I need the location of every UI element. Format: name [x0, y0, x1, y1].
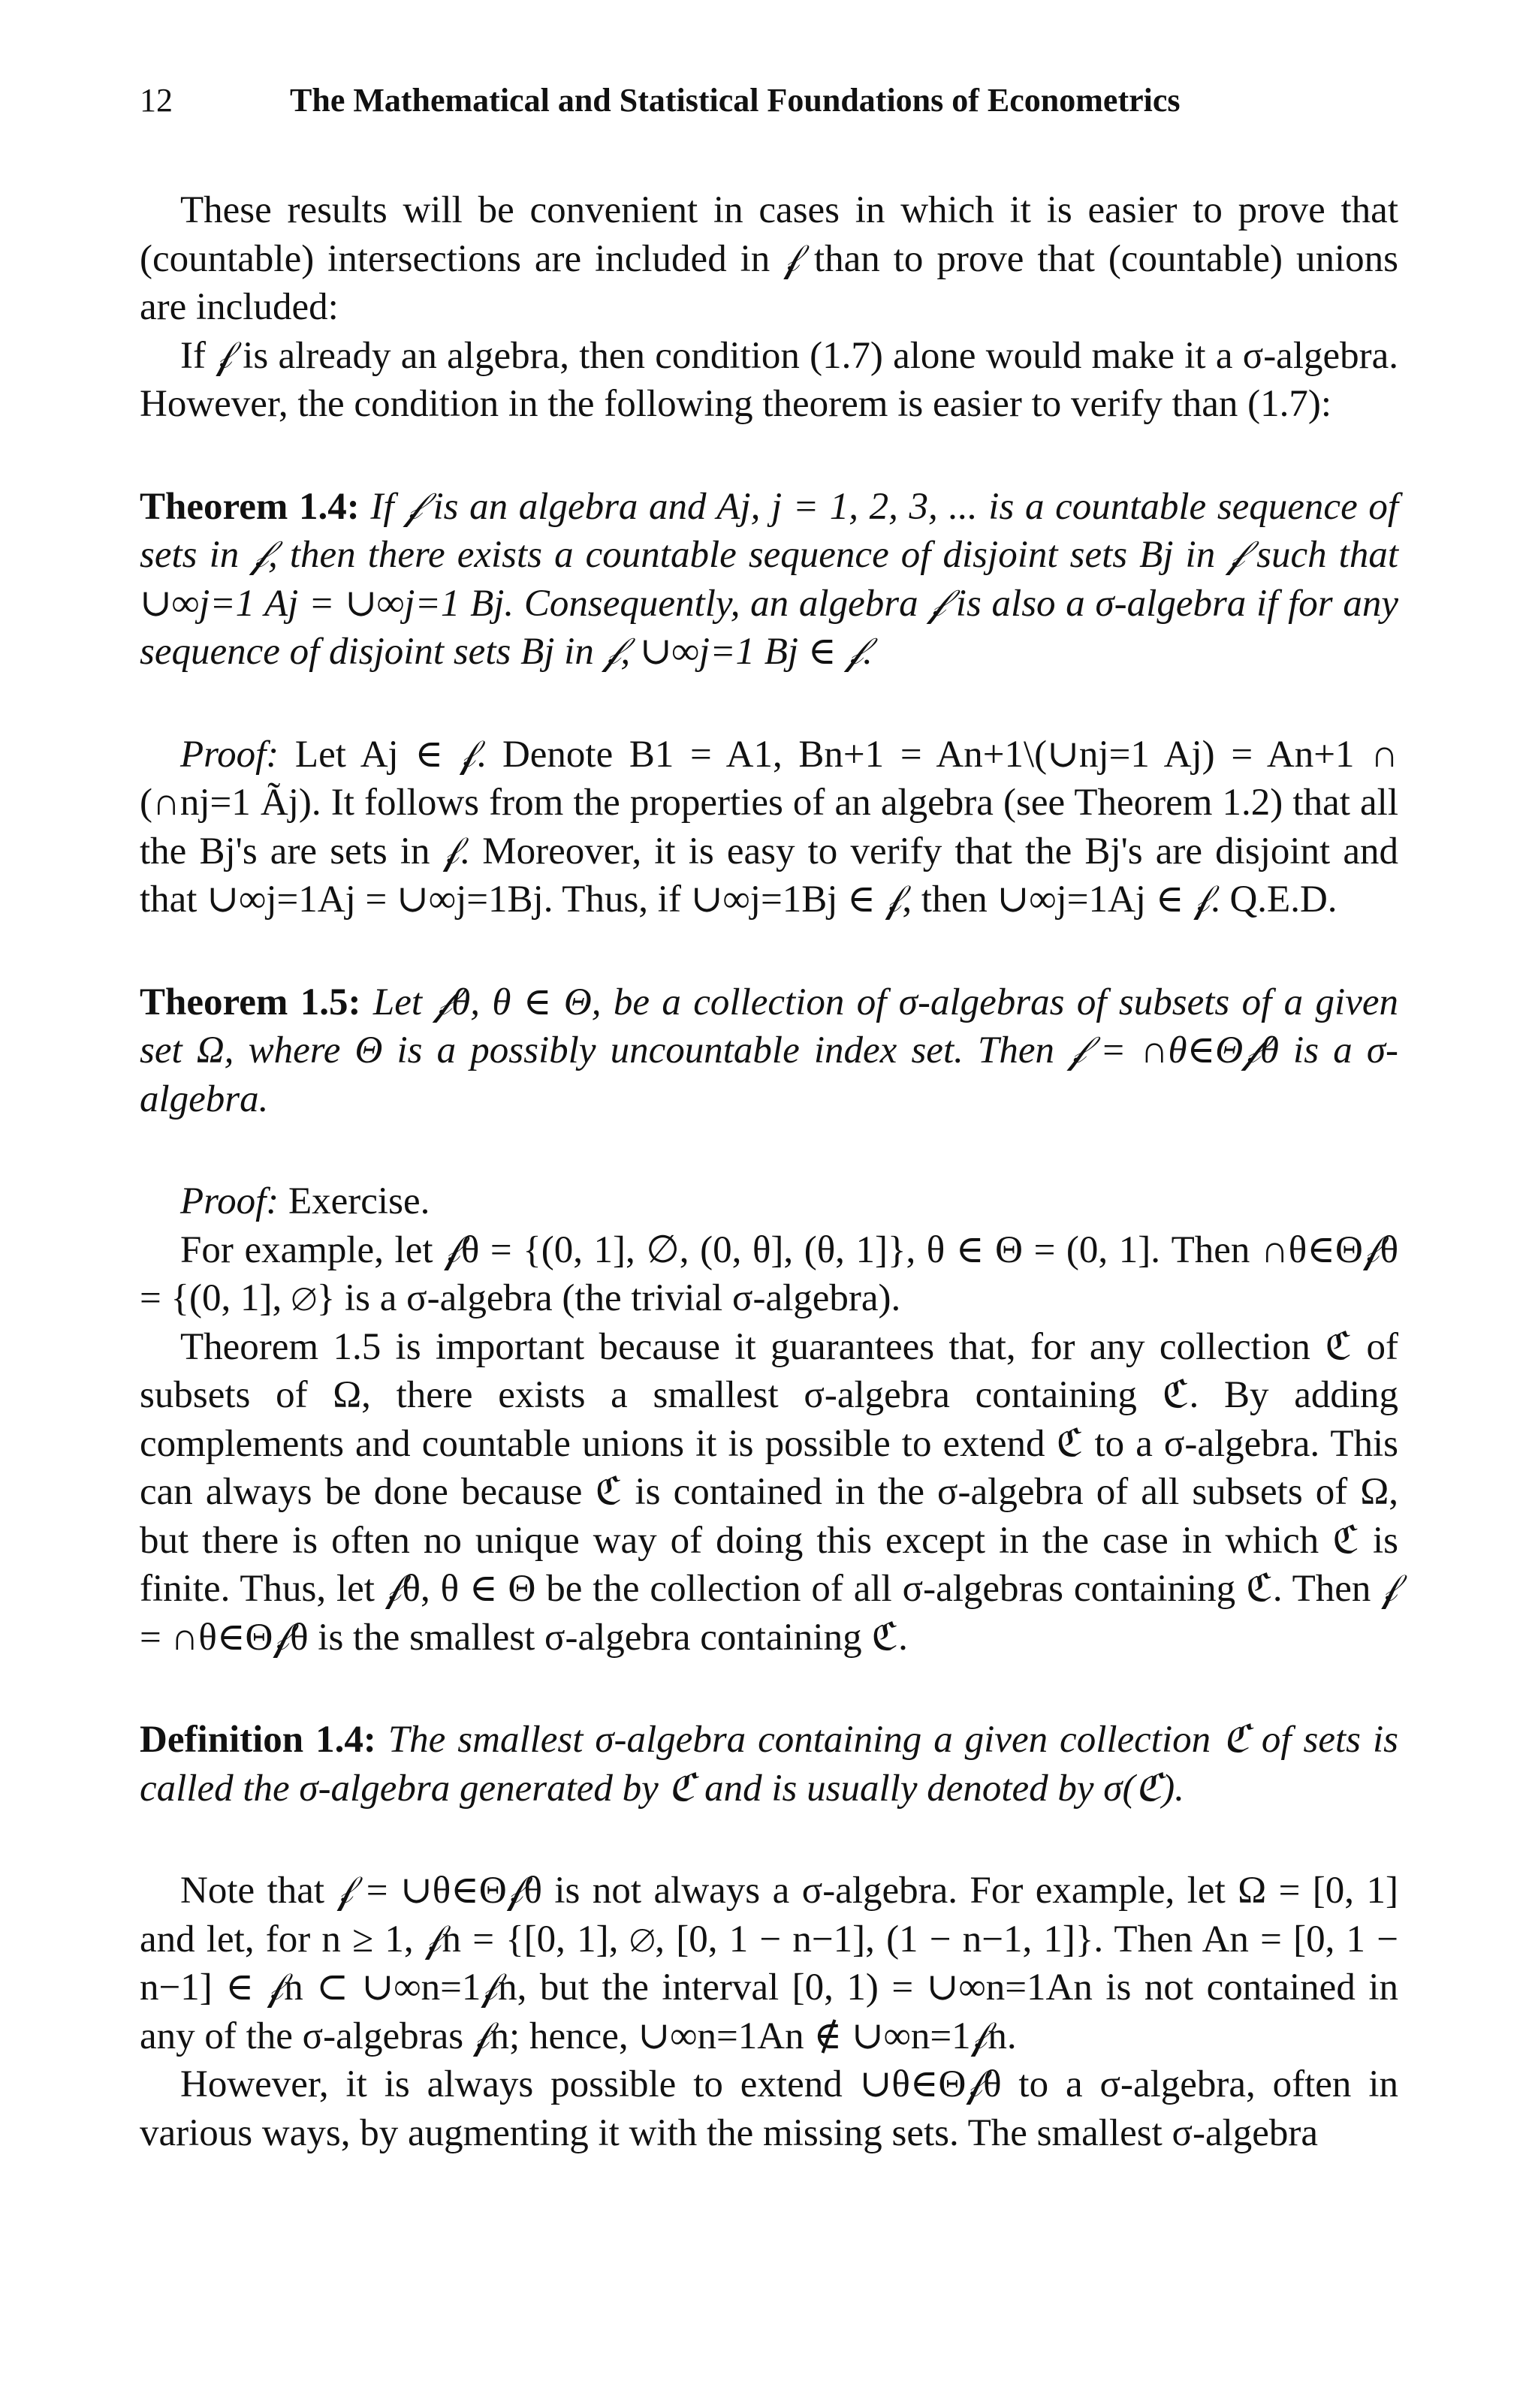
theorem-1-5-label: Theorem 1.5:	[140, 981, 361, 1023]
theorem-1-5	[140, 978, 1398, 1124]
proof-1-5-text: Exercise.	[288, 1180, 430, 1222]
definition-1-4	[140, 1716, 1398, 1813]
proof-1-4	[140, 731, 1398, 924]
proof-1-4-text: Let Aj ∈ 𝒻. Denote B1 = A1, Bn+1 = An+1\(∪nj=1 Aj) = An+1 ∩ (∩nj=1 Ãj). It follows from the properties of an algebra (see Theorem 1.2) that all the Bj's are sets in 𝒻. Moreover, it is easy to verify that the Bj's are disjoint and that ∪∞j=1Aj = ∪∞j=1Bj. Thus, if ∪∞j=1Bj ∈ 𝒻, then ∪∞j=1Aj ∈ 𝒻. Q.E.D.	[140, 733, 1398, 921]
proof-1-5-label: Proof:	[180, 1180, 279, 1222]
theorem-1-4-statement: If 𝒻 is an algebra and Aj, j = 1, 2, 3, ... is a countable sequence of sets in 𝒻, then there exists a countable sequence of disjoint sets Bj in 𝒻 such that ∪∞j=1 Aj = ∪∞j=1 Bj. Consequently, an algebra 𝒻 is also a σ-algebra if for any sequence of disjoint sets Bj in 𝒻, ∪∞j=1 Bj ∈ 𝒻.	[140, 485, 1399, 673]
page-header	[140, 81, 1398, 134]
running-title: The Mathematical and Statistical Foundations of Econometrics	[290, 82, 1181, 119]
theorem-1-4-label: Theorem 1.4:	[140, 485, 360, 528]
theorem-1-5-statement: Let 𝒻θ, θ ∈ Θ, be a collection of σ-algebras of subsets of a given set Ω, where Θ is a possibly uncountable index set. Then 𝒻 = ∩θ∈Θ𝒻θ is a σ-algebra.	[140, 981, 1398, 1120]
final-paragraph: However, it is always possible to extend ∪θ∈Θ𝒻θ to a σ-algebra, often in various ways, by augmenting it with the missing sets. The smallest σ-algebra	[140, 2063, 1398, 2154]
definition-1-4-label: Definition 1.4:	[140, 1719, 376, 1761]
page-number: 12	[140, 82, 173, 119]
page-body	[140, 186, 1398, 2157]
example-paragraph: For example, let 𝒻θ = {(0, 1], ∅, (0, θ], (θ, 1]}, θ ∈ Θ = (0, 1]. Then ∩θ∈Θ𝒻θ = {(0, 1], ∅} is a σ-algebra (the trivial σ-algebra).	[140, 1228, 1398, 1319]
algebra-note-paragraph: If 𝒻 is already an algebra, then condition (1.7) alone would make it a σ-algebra. However, the condition in the following theorem is easier to verify than (1.7):	[140, 334, 1398, 425]
proof-1-4-label: Proof:	[180, 733, 279, 776]
discussion-paragraph: Theorem 1.5 is important because it guarantees that, for any collection ℭ of subsets of Ω, there exists a smallest σ-algebra containing ℭ. By adding complements and countable unions it is possible to extend ℭ to a σ-algebra. This can always be done because ℭ is contained in the σ-algebra of all subsets of Ω, but there is often no unique way of doing this except in the case in which ℭ is finite. Thus, let 𝒻θ, θ ∈ Θ be the collection of all σ-algebras containing ℭ. Then 𝒻 = ∩θ∈Θ𝒻θ is the smallest σ-algebra containing ℭ.	[140, 1325, 1398, 1659]
intro-paragraph: These results will be convenient in cases in which it is easier to prove that (countable) intersections are included in 𝒻 than to prove that (countable) unions are included:	[140, 189, 1398, 328]
note-paragraph: Note that 𝒻 = ∪θ∈Θ𝒻θ is not always a σ-algebra. For example, let Ω = [0, 1] and let, for n ≥ 1, 𝒻n = {[0, 1], ∅, [0, 1 − n−1], (1 − n−1, 1]}. Then An = [0, 1 − n−1] ∈ 𝒻n ⊂ ∪∞n=1𝒻n, but the interval [0, 1) = ∪∞n=1An is not contained in any of the σ-algebras 𝒻n; hence, ∪∞n=1An ∉ ∪∞n=1𝒻n.	[140, 1870, 1398, 2057]
definition-1-4-statement: The smallest σ-algebra containing a given collection ℭ of sets is called the σ-algebra generated by ℭ and is usually denoted by σ(ℭ).	[140, 1719, 1398, 1810]
theorem-1-4	[140, 483, 1398, 677]
proof-1-5	[140, 1177, 1398, 1226]
